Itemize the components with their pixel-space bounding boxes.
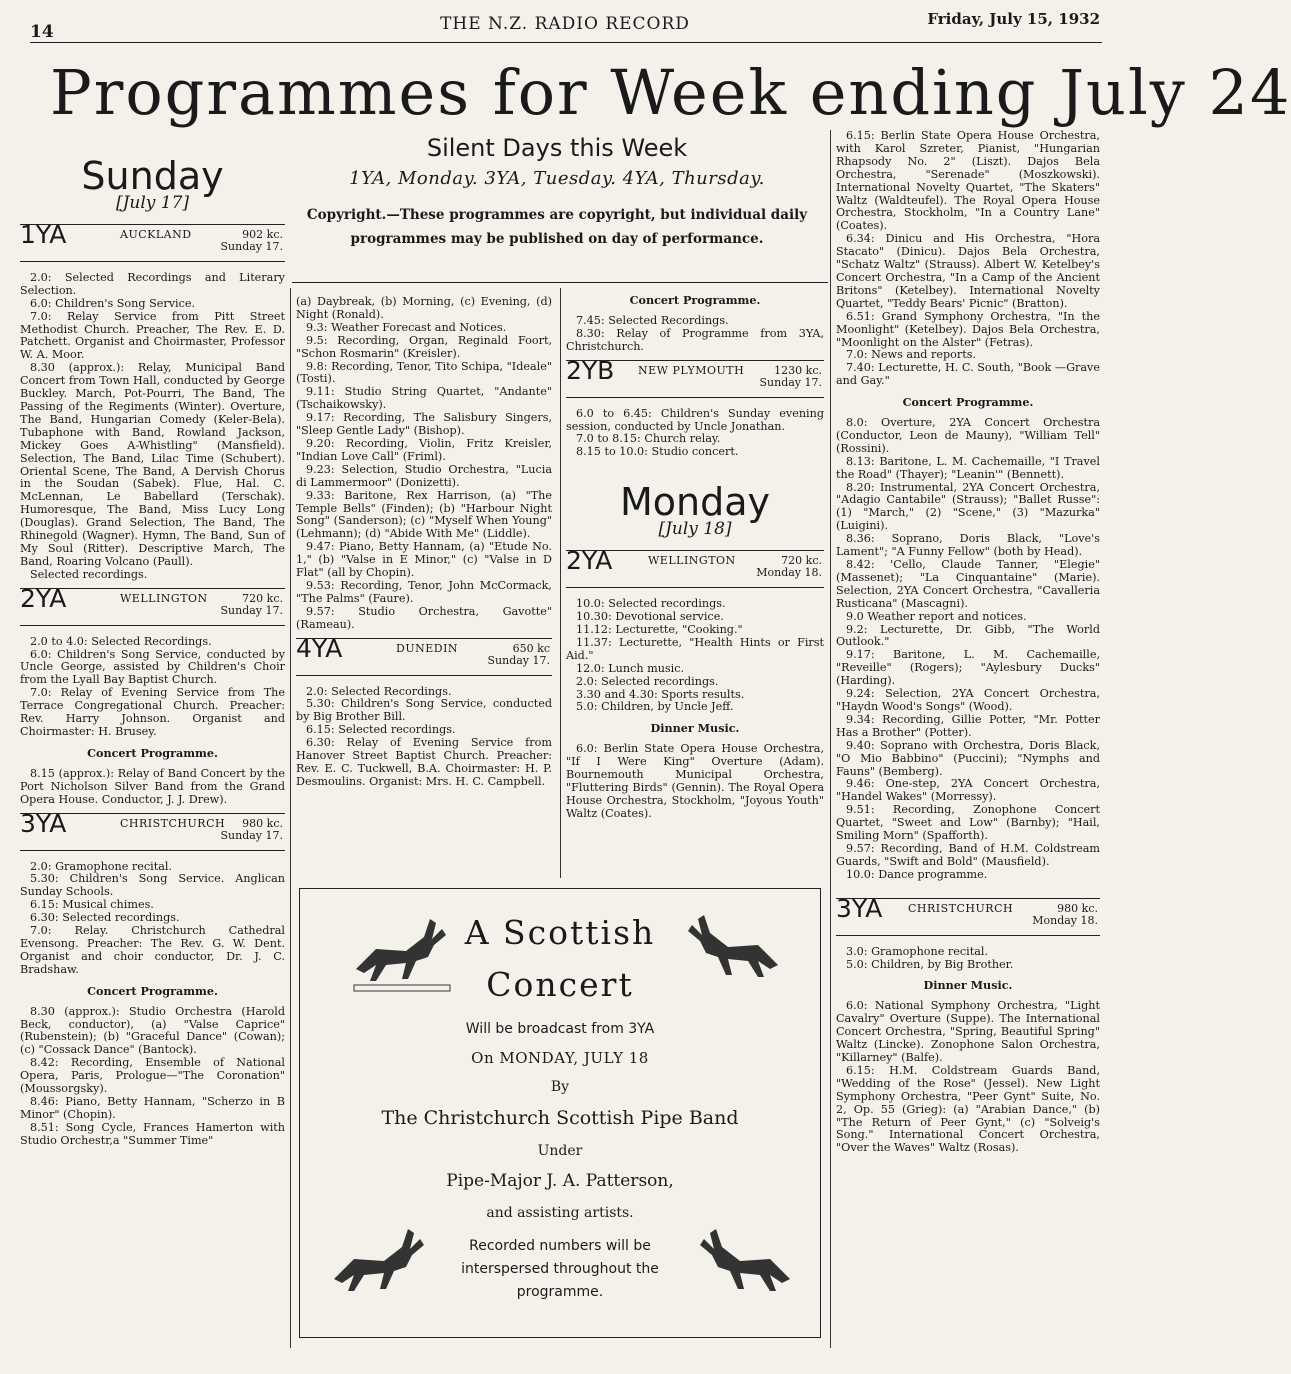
monday-date: [July 18]	[658, 519, 732, 540]
programme-item: 6.15: Berlin State Opera House Orchestra, with Karol Szreter, Pianist, "Hungarian Rhapsody No. 2" (Liszt). Dajos Bela Orchestra, "Serenade" (Moszkowski). International Novelty Quartet, "The Skaters" Waltz (Waldteufel). The Royal Opera House Orchestra, Stockholm, "In a Country Lane" (Coates).	[836, 129, 1100, 233]
programme-item: 6.30: Relay of Evening Service from Hanover Street Baptist Church. Preacher: Rev. E. C. Tuckwell, B.A. Choirmaster: H. P. Desmoulins. Organist: Mrs. H. C. Campbell.	[296, 736, 552, 788]
programme-item: 9.33: Baritone, Rex Harrison, (a) "The Temple Bells" (Finden); (b) "Harbour Night Song" (Sanderson); (c) "Myself When Young" (Lehmann); (d) "Abide With Me" (Liddle).	[296, 488, 552, 541]
programme-item: 9.51: Recording, Zonophone Concert Quartet, "Sweet and Low" (Barnby); "Hail, Smiling Morn" (Spafforth).	[836, 803, 1100, 843]
programme-item: 8.51: Song Cycle, Frances Hamerton with Studio Orchestr,a "Summer Time"	[20, 1120, 285, 1147]
station-call: 4YA	[296, 633, 343, 663]
programme-item: 9.47: Piano, Betty Hannam, (a) "Etude No. 1," (b) "Valse in E Minor," (c) "Valse in D Flat" (all by Chopin).	[296, 540, 552, 580]
station-call: 3YA	[20, 808, 67, 838]
programme-item: 9.0 Weather report and notices.	[846, 609, 1027, 623]
programme-item: 3.30 and 4.30: Sports results.	[576, 687, 745, 701]
silent-box-rule	[292, 282, 828, 283]
programme-item: 5.0: Children, by Uncle Jeff.	[576, 700, 734, 714]
programme-item: 8.15 (approx.): Relay of Band Concert by the Port Nicholson Silver Band from the Grand Opera House. Conductor, J. J. Drew).	[20, 766, 285, 806]
station-city: CHRISTCHURCH	[908, 901, 1014, 915]
programme-item: 2.0: Selected Recordings.	[306, 684, 452, 698]
page-header	[30, 8, 1100, 42]
programme-item: 7.0: Relay of Evening Service from The Terrace Congregational Church. Preacher: Rev. Harry Johnson. Organist and Choirmaster: H. Brusey.	[20, 686, 285, 738]
programme-item: 9.2: Lecturette, Dr. Gibb, "The World Outlook."	[836, 622, 1100, 649]
station-city: WELLINGTON	[648, 554, 736, 568]
copyright-notice: Copyright.—These programmes are copyright, but individual daily programmes may be published on day of performance.	[306, 207, 808, 247]
station-frequency: 902 kc.	[242, 227, 283, 241]
page-title: Programmes for Week ending July 24	[50, 56, 1291, 129]
dinner-music-heading: Dinner Music.	[650, 721, 740, 736]
programme-item: 8.30 (approx.): Relay, Municipal Band Concert from Town Hall, conducted by George Buckley. March, Pot-Pourri, The Band, The Passing of the Regiments (Winter). Overture, The Band, Hungarian Comedy (Keler-Bela). Tubaphone with Band, Rowland Jackson, Mickey Goes A-Whistling" (Mansfield). Selection, The Band, Lilac Time (Schubert). Oriental Scene, The Band, A Dervish Chorus in the Soudan (Sabek). Flue, Hal. C. McLennan, Le Babellard (Terschak). Humoresque, The Band, Miss Lucy Long (Douglas). Grand Selection, The Band, The Rhinegold (Wagner). Hymn, The Band, Sun of My Soul (Ritter). Descriptive March, The Band, Roaring Volcano (Paull).	[20, 361, 285, 568]
programme-item: 8.15 to 10.0: Studio concert.	[576, 445, 739, 459]
programme-item: 8.46: Piano, Betty Hannam, "Scherzo in B Minor" (Chopin).	[20, 1094, 285, 1121]
programme-item: 7.40: Lecturette, H. C. South, "Book —Grave and Gay."	[836, 361, 1100, 388]
programme-item: 9.57: Recording, Band of H.M. Coldstream Guards, "Swift and Bold" (Mausfield).	[836, 841, 1100, 868]
advert-title-line-2: Concert	[486, 965, 634, 1004]
station-call: 3YA	[836, 893, 883, 923]
programme-item: 7.0: Relay Service from Pitt Street Methodist Church. Preacher, The Rev. E. D. Patchett. Organist and Choirmaster, Professor W. A. Moor.	[20, 309, 285, 362]
station-city: AUCKLAND	[120, 227, 192, 241]
concert-programme-heading: Concert Programme.	[87, 983, 218, 998]
station-4ya-sunday	[296, 633, 552, 676]
programme-item: 10.30: Devotional service.	[576, 610, 724, 624]
station-3ya-monday	[836, 893, 1100, 936]
station-day: Monday 18.	[1032, 913, 1098, 927]
programme-item: 8.36: Soprano, Doris Black, "Love's Lament"; "A Funny Fellow" (both by Head).	[836, 532, 1100, 559]
monday-heading: Monday	[619, 480, 770, 525]
advert-band-name: The Christchurch Scottish Pipe Band	[381, 1107, 739, 1129]
station-frequency: 720 kc.	[781, 554, 822, 568]
station-city: NEW PLYMOUTH	[638, 363, 745, 377]
station-call: 2YA	[566, 546, 613, 576]
programme-item: 7.0: News and reports.	[846, 348, 977, 362]
programme-item: 7.45: Selected Recordings.	[576, 313, 729, 327]
programme-item: 9.46: One-step, 2YA Concert Orchestra, "Handel Wakes" (Morressy).	[836, 777, 1100, 804]
station-city: WELLINGTON	[120, 591, 208, 605]
programme-1ya-sunday	[20, 272, 285, 582]
programme-item: 2.0 to 4.0: Selected Recordings.	[30, 634, 212, 648]
column-rule-2	[560, 288, 561, 878]
programme-item: 2.0: Gramophone recital.	[30, 859, 173, 873]
silent-days-list: 1YA, Monday. 3YA, Tuesday. 4YA, Thursday.	[349, 168, 765, 189]
programme-item: 9.20: Recording, Violin, Fritz Kreisler, "Indian Love Call" (Friml).	[296, 436, 552, 463]
programme-item: 8.30: Relay of Programme from 3YA, Christchurch.	[566, 326, 824, 353]
programme-item: 6.0: National Symphony Orchestra, "Light Cavalry" Overture (Suppe). The International Concert Orchestra, "Spring, Beautiful Spring" Waltz (Lincke). Zonophone Salon Orchestra, "Killarney" (Balfe).	[836, 999, 1100, 1064]
sunday-heading: Sunday	[81, 154, 224, 198]
station-frequency: 1230 kc.	[774, 363, 822, 377]
programme-2ya-sunday	[20, 636, 285, 807]
programme-3ya-sunday	[20, 861, 285, 1148]
masthead: THE N.Z. RADIO RECORD	[440, 14, 690, 34]
programme-item: 9.24: Selection, 2YA Concert Orchestra, "Haydn Wood's Songs" (Wood).	[836, 687, 1100, 713]
programme-item: 9.40: Soprano with Orchestra, Doris Black, "O Mio Babbino" (Puccini); "Nymphs and Fauns" (Bemberg).	[836, 738, 1100, 778]
advert-by-line: By	[550, 1079, 570, 1095]
programme-item: 6.34: Dinicu and His Orchestra, "Hora Stacato" (Dinicu). Dajos Bela Orchestra, "Schatz Waltz" (Strauss). Albert W. Ketelbey's Concert Orchestra, "In a Camp of the Ancient Britons" (Ketelbey). International Novelty Quartet, "Teddy Bears' Picnic" (Bratton).	[836, 232, 1100, 310]
advert-recorded-note: Recorded numbers will be interspersed throughout the programme.	[461, 1238, 659, 1300]
programme-item: 5.30: Children's Song Service. Anglican Sunday Schools.	[20, 872, 285, 899]
station-2yb-sunday	[566, 355, 824, 398]
programme-item: 2.0: Selected recordings.	[576, 674, 719, 688]
concert-programme-heading: Concert Programme.	[902, 395, 1034, 410]
programme-item: 5.30: Children's Song Service, conducted by Big Brother Bill.	[296, 697, 552, 724]
programme-item: 8.13: Baritone, L. M. Cachemaille, "I Travel the Road" (Thayer); "Leanin'" (Bennett).	[836, 454, 1100, 481]
column-2	[296, 296, 552, 789]
issue-date: Friday, July 15, 1932	[927, 10, 1100, 28]
station-frequency: 720 kc.	[242, 591, 283, 605]
column-rule-3	[830, 130, 831, 1348]
programme-item: 6.15: H.M. Coldstream Guards Band, "Wedding of the Rose" (Jessel). New Light Symphony Orchestra, "Peer Gynt" Suite, No. 2, Op. 55 (Grieg): (a) "Arabian Dance," (b) "The Return of Peer Gynt," (c) "Solveig's Song." International Concert Orchestra, "Over the Waves" Waltz (Rosas).	[836, 1063, 1100, 1155]
concert-programme-heading: Concert Programme.	[629, 293, 761, 307]
programme-item: 6.0: Children's Song Service, conducted by Uncle George, assisted by Children's Choir from the Lyall Bay Baptist Church.	[20, 647, 285, 687]
stag-icon	[324, 1219, 434, 1309]
advert-date-line: On MONDAY, JULY 18	[471, 1049, 649, 1067]
column-1	[20, 155, 285, 1148]
station-3ya-sunday	[20, 808, 285, 851]
programme-item: 8.30 (approx.): Studio Orchestra (Harold Beck, conductor), (a) "Valse Caprice" (Rubenstein); (b) "Graceful Dance" (Cowan); (c) "Cossack Dance" (Bantock).	[20, 1004, 285, 1057]
programme-item: 3.0: Gramophone recital.	[846, 944, 989, 958]
programme-item: 7.0: Relay. Christchurch Cathedral Evensong. Preacher: The Rev. G. W. Dent. Organist and choir conductor, Dr. J. C. Bradshaw.	[20, 924, 285, 976]
scottish-concert-advert	[299, 888, 821, 1338]
programme-item: 6.15: Musical chimes.	[30, 898, 154, 912]
station-frequency: 650 kc	[512, 641, 550, 655]
station-day: Sunday 17.	[220, 239, 283, 253]
programme-item: 9.8: Recording, Tenor, Tito Schipa, "Ideale" (Tosti).	[296, 359, 552, 386]
programme-item: 10.0: Selected recordings.	[576, 597, 726, 611]
programme-item: 6.0: Children's Song Service.	[30, 296, 196, 310]
station-day: Sunday 17.	[487, 653, 550, 667]
programme-item: 5.0: Children, by Big Brother.	[846, 957, 1014, 971]
programme-item: 6.0 to 6.45: Children's Sunday evening session, conducted by Uncle Jonathan.	[566, 406, 824, 433]
programme-item: 11.37: Lecturette, "Health Hints or First Aid."	[566, 635, 824, 662]
programme-item: 6.15: Selected recordings.	[306, 723, 456, 737]
column-3	[566, 294, 824, 821]
programme-item: 9.11: Studio String Quartet, "Andante" (Tschaikowsky).	[296, 385, 552, 412]
programme-item: 9.17: Baritone, L. M. Cachemaille, "Reveille" (Rogers); "Aylesbury Ducks" (Harding).	[836, 648, 1100, 688]
programme-item: (a) Daybreak, (b) Morning, (c) Evening, (d) Night (Ronald).	[296, 295, 552, 321]
advert-title-line-1: A Scottish	[464, 913, 656, 952]
programme-item: 9.5: Recording, Organ, Reginald Foort, "Schon Rosmarin" (Kreisler).	[296, 333, 552, 360]
programme-item: 6.51: Grand Symphony Orchestra, "In the Moonlight" (Ketelbey). Dajos Bela Orchestra, "Moonlight on the Alster" (Fetras).	[836, 309, 1100, 349]
header-rule	[30, 42, 1102, 43]
programme-item: 12.0: Lunch music.	[576, 661, 685, 675]
programme-item: 8.42: 'Cello, Claude Tanner, "Elegie" (Massenet); "La Cinquantaine" (Marie). Selection, 2YA Concert Orchestra, "Cavalleria Rusticana" (Mascagni).	[836, 558, 1100, 610]
programme-item: 11.12: Lecturette, "Cooking."	[576, 622, 743, 636]
programme-item: 8.0: Overture, 2YA Concert Orchestra (Conductor, Leon de Mauny), "William Tell" (Rossini).	[836, 416, 1100, 455]
silent-days-notice	[292, 134, 822, 251]
column-4	[836, 130, 1100, 1155]
programme-item: Selected recordings.	[30, 567, 148, 581]
station-2ya-sunday	[20, 583, 285, 626]
advert-under-line: Under	[537, 1143, 583, 1159]
programme-item: 6.30: Selected recordings.	[30, 911, 180, 925]
column-rule-1	[290, 288, 291, 1348]
programme-item: 10.0: Dance programme.	[846, 867, 988, 881]
station-call: 2YA	[20, 583, 67, 613]
programme-item: 9.17: Recording, The Salisbury Singers, "Sleep Gentle Lady" (Bishop).	[296, 411, 552, 438]
station-day: Sunday 17.	[220, 828, 283, 842]
station-call: 2YB	[566, 355, 615, 385]
programme-item: 9.23: Selection, Studio Orchestra, "Lucia di Lammermoor" (Donizetti).	[296, 462, 552, 489]
station-city: DUNEDIN	[396, 641, 459, 655]
station-1ya-sunday	[20, 219, 285, 262]
concert-programme-heading: Concert Programme.	[87, 745, 218, 760]
station-frequency: 980 kc.	[1057, 901, 1098, 915]
station-day: Sunday 17.	[220, 603, 283, 617]
station-call: 1YA	[20, 219, 67, 249]
station-2ya-monday	[566, 546, 824, 588]
programme-item: 9.3: Weather Forecast and Notices.	[306, 320, 507, 334]
advert-pipe-major: Pipe-Major J. A. Patterson,	[446, 1171, 674, 1191]
page-number: 14	[30, 22, 54, 42]
station-day: Sunday 17.	[759, 375, 822, 389]
programme-item: 9.57: Studio Orchestra, Gavotte" (Rameau).	[296, 604, 552, 631]
programme-item: 8.42: Recording, Ensemble of National Opera, Paris, Prologue—"The Coronation" (Moussorgsky).	[20, 1056, 285, 1096]
programme-item: 8.20: Instrumental, 2YA Concert Orchestra, "Adagio Cantabile" (Strauss); "Ballet Russe": (1) "March," (2) "Scene," (3) "Mazurka" (Luigini).	[836, 480, 1100, 533]
silent-days-heading: Silent Days this Week	[426, 134, 688, 162]
programme-item: 9.34: Recording, Gillie Potter, "Mr. Potter Has a Brother" (Potter).	[836, 712, 1100, 739]
advert-artists-line: and assisting artists.	[486, 1205, 634, 1221]
dinner-music-heading: Dinner Music.	[923, 978, 1013, 993]
station-frequency: 980 kc.	[242, 816, 283, 830]
station-day: Monday 18.	[756, 566, 822, 580]
advert-broadcast-line: Will be broadcast from 3YA	[465, 1021, 655, 1037]
programme-item: 6.0: Berlin State Opera House Orchestra, "If I Were King" Overture (Adam). Bournemouth Municipal Orchestra, "Fluttering Birds" (Gennin). The Royal Opera House Orchestra, Stockholm, "Joyous Youth" Waltz (Coates).	[566, 742, 824, 820]
programme-item: 9.53: Recording, Tenor, John McCormack, "The Palms" (Faure).	[296, 578, 552, 605]
stag-icon	[690, 1219, 800, 1309]
sunday-date: [July 17]	[115, 193, 190, 213]
programme-item: 7.0 to 8.15: Church relay.	[576, 432, 721, 446]
programme-item: 2.0: Selected Recordings and Literary Selection.	[20, 270, 285, 297]
station-city: CHRISTCHURCH	[120, 816, 226, 830]
